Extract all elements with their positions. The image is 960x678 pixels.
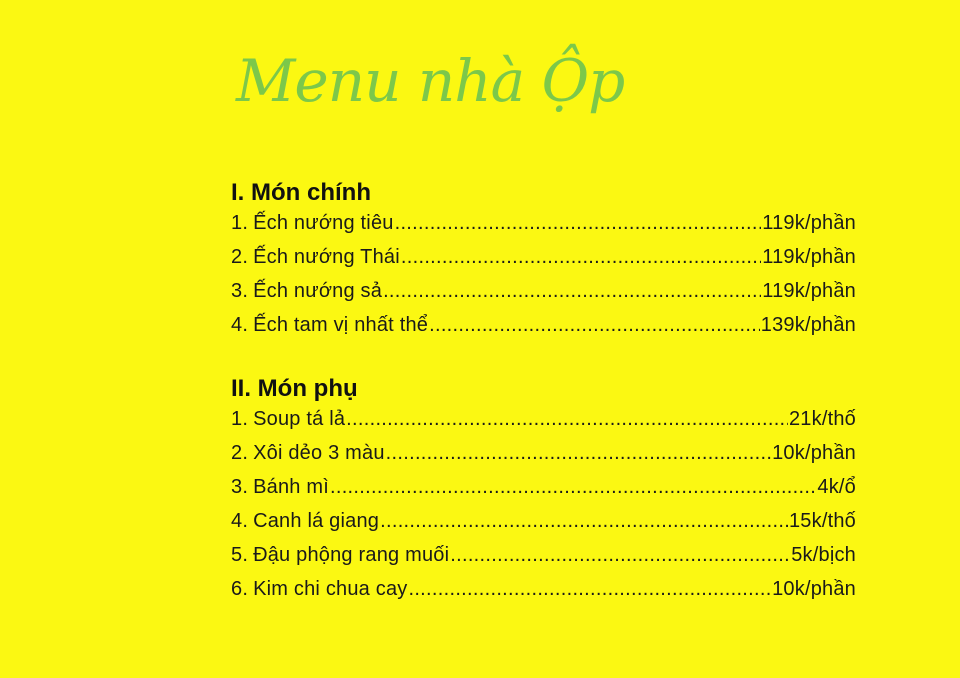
menu-item-list <box>231 408 856 612</box>
menu-item <box>231 314 856 348</box>
menu-title: Menu nhà Ộp <box>236 47 625 115</box>
item-price: 4k/ổ <box>817 476 856 498</box>
section-main-dishes <box>231 176 856 348</box>
menu-item-list <box>231 212 856 348</box>
item-number: 2. <box>231 442 249 464</box>
item-price: 119k/phần <box>762 280 856 302</box>
item-number: 5. <box>231 544 249 566</box>
dot-leader <box>346 408 788 434</box>
menu-item <box>231 510 856 544</box>
dot-leader <box>450 544 790 570</box>
dot-leader <box>386 442 771 468</box>
dot-leader <box>408 578 771 604</box>
item-number: 1. <box>231 212 249 234</box>
item-price: 5k/bịch <box>791 544 856 566</box>
item-number: 4. <box>231 314 249 336</box>
item-name: Xôi dẻo 3 màu <box>253 442 385 464</box>
menu-item <box>231 476 856 510</box>
menu-item <box>231 544 856 578</box>
menu-item <box>231 408 856 442</box>
dot-leader <box>383 280 761 306</box>
dot-leader <box>330 476 816 502</box>
item-name: Kim chi chua cay <box>253 578 408 600</box>
item-name: Soup tá lả <box>253 408 346 430</box>
item-price: 139k/phần <box>760 314 856 336</box>
dot-leader <box>429 314 760 340</box>
item-name: Bánh mì <box>253 476 329 498</box>
item-name: Ếch nướng tiêu <box>253 212 394 234</box>
item-number: 2. <box>231 246 249 268</box>
item-name: Ếch nướng sả <box>253 280 383 302</box>
section-heading: II. Món phụ <box>231 375 358 402</box>
section-heading: I. Món chính <box>231 179 371 206</box>
item-price: 119k/phần <box>762 212 856 234</box>
section-side-dishes <box>231 372 856 612</box>
item-price: 21k/thố <box>788 408 856 430</box>
item-price: 119k/phần <box>762 246 856 268</box>
menu-item <box>231 442 856 476</box>
item-price: 10k/phần <box>772 442 856 464</box>
item-name: Ếch tam vị nhất thể <box>253 314 429 336</box>
dot-leader <box>401 246 761 272</box>
menu-item <box>231 212 856 246</box>
dot-leader <box>395 212 762 238</box>
item-number: 3. <box>231 476 249 498</box>
item-price: 10k/phần <box>772 578 856 600</box>
item-name: Ếch nướng Thái <box>253 246 400 268</box>
item-number: 3. <box>231 280 249 302</box>
menu-item <box>231 280 856 314</box>
item-number: 6. <box>231 578 249 600</box>
item-price: 15k/thố <box>788 510 856 532</box>
item-name: Đậu phộng rang muối <box>253 544 450 566</box>
item-number: 4. <box>231 510 249 532</box>
item-number: 1. <box>231 408 249 430</box>
dot-leader <box>380 510 788 536</box>
item-name: Canh lá giang <box>253 510 380 532</box>
menu-item <box>231 578 856 612</box>
menu-item <box>231 246 856 280</box>
